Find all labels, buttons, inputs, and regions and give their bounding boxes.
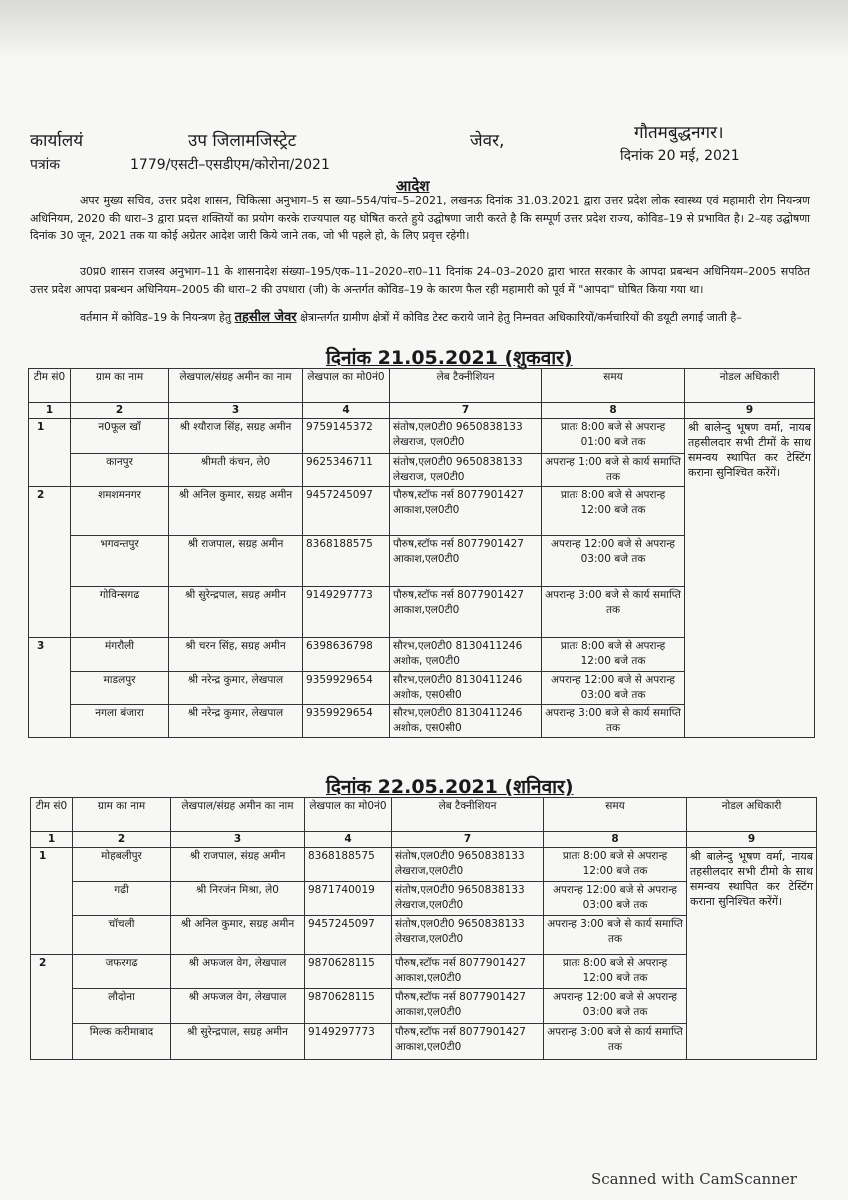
- column-header-lab: लेब टैक्नीशियन: [392, 798, 544, 832]
- lekhpal-cell: श्री चरन सिंह, सग्रह अमीन: [169, 638, 303, 672]
- lekhpal-cell: श्री अनिल कुमार, सग्रह अमीन: [169, 487, 303, 536]
- column-number: 9: [685, 403, 815, 419]
- column-header-time: समय: [542, 369, 685, 403]
- lab-cell: पौरुष,स्टॉफ नर्स 8077901427 आकाश,एल0टी0: [390, 487, 542, 536]
- mobile-cell: 6398636798: [303, 638, 390, 672]
- mobile-cell: 9359929654: [303, 672, 390, 705]
- column-header-lekhpal: लेखपाल/संग्रह अमीन का नाम: [169, 369, 303, 403]
- lekhpal-cell: श्री अनिल कुमार, सग्रह अमीन: [171, 916, 305, 955]
- village-cell: भगवन्तपुर: [71, 536, 169, 587]
- mobile-cell: 9759145372: [303, 419, 390, 454]
- time-cell: अपरान्ह 12:00 बजे से अपरान्ह 03:00 बजे तक: [544, 882, 687, 916]
- village-cell: चॉचली: [73, 916, 171, 955]
- column-header-nodal: नोडल अधिकारी: [687, 798, 817, 832]
- lab-cell: संतोष,एल0टी0 9650838133 लेखराज, एल0टी0: [390, 454, 542, 487]
- column-number: 2: [73, 832, 171, 848]
- column-header-time: समय: [544, 798, 687, 832]
- village-cell: गोविन्सगढ: [71, 587, 169, 638]
- village-cell: जफरगढ: [73, 955, 171, 989]
- day1-schedule-table: [28, 368, 815, 738]
- scanner-watermark: Scanned with CamScanner: [591, 1170, 797, 1188]
- time-cell: अपरान्ह 12:00 बजे से अपरान्ह 03:00 बजे तक: [542, 536, 685, 587]
- lab-cell: संतोष,एल0टी0 9650838133 लेखराज, एल0टी0: [390, 419, 542, 454]
- paragraph-2: उ0प्र0 शासन राजस्व अनुभाग–11 के शासनादेश संख्या–195/एक–11–2020–रा0–11 दिनांक 24–03–2020 द्वारा भारत सरकार के आपदा प्रबन्धन अधिनियम–2005 सपठित उत्तर प्रदेश आपदा प्रबन्धन अधिनियम–2005 की धारा–2 की उपधारा (जी) के अन्तर्गत कोविड–19 के कारण फैल रही महामारी को पूर्व में "आपदा" घोषित किया गया था।: [30, 265, 810, 296]
- team-number: 2: [31, 955, 73, 1060]
- time-cell: अपरान्ह 3:00 बजे से कार्य समाप्ति तक: [542, 705, 685, 738]
- lekhpal-cell: श्री राजपाल, सग्रह अमीन: [169, 536, 303, 587]
- lab-cell: पौरुष,स्टॉफ नर्स 8077901427 आकाश,एल0टी0: [390, 536, 542, 587]
- header-row: [29, 369, 815, 403]
- column-header-team: टीम सं0: [31, 798, 73, 832]
- column-header-lab: लेब टैक्नीशियन: [390, 369, 542, 403]
- time-cell: अपरान्ह 12:00 बजे से अपरान्ह 03:00 बजे तक: [542, 672, 685, 705]
- tehsil-highlight: तहसील जेवर: [234, 310, 297, 325]
- time-cell: प्रातः 8:00 बजे से अपरान्ह 12:00 बजे तक: [544, 848, 687, 882]
- paragraph-3-end: क्षेत्रान्तर्गत ग्रामीण क्षेत्रों में कोविड टेस्ट कराये जाने हेतु निम्नवत अधिकारियों/कर्मचारियों की डयूटी लगाई जाती है–: [300, 311, 742, 324]
- paragraph-1: अपर मुख्य सचिव, उत्तर प्रदेश शासन, चिकित्सा अनुभाग–5 स ख्या–554/पांच–5–2021, लखनऊ दिनांक 31.03.2021 द्वारा उत्तर प्रदेश लोक स्वास्थ्य एवं महामारी रोग नियन्त्रण अधिनियम, 2020 की धारा–3 द्वारा प्रदत्त शक्तियों का प्रयोग करके राज्यपाल यह घोषित करते हुये उद्घोषणा जारी करते है कि सम्पूर्ण उत्तर प्रदेश राज्य, कोविड–19 से प्रभावित है। 2–यह उद्घोषणा दिनांक 30 जून, 2021 तक या कोई अग्रेतर आदेश जारी किये जाने तक, जो भी पहले हो, के लिए प्रवृत्त रहेगी।: [30, 194, 810, 242]
- column-header-nodal: नोडल अधिकारी: [685, 369, 815, 403]
- mobile-cell: 9870628115: [305, 989, 392, 1024]
- village-cell: न0फूल खाँ: [71, 419, 169, 454]
- lekhpal-cell: श्री निरजंन मिश्रा, ले0: [171, 882, 305, 916]
- mobile-cell: 9149297773: [303, 587, 390, 638]
- team-number: 2: [29, 487, 71, 638]
- time-cell: अपरान्ह 1:00 बजे से कार्य समाप्ति तक: [542, 454, 685, 487]
- column-number: 7: [392, 832, 544, 848]
- lab-cell: संतोष,एल0टी0 9650838133 लेखराज,एल0टी0: [392, 882, 544, 916]
- village-cell: मिल्क करीमाबाद: [73, 1024, 171, 1060]
- column-number-row: [29, 403, 815, 419]
- column-number-row: [31, 832, 817, 848]
- tehsil-name: जेवर,: [470, 131, 505, 151]
- column-number: 8: [544, 832, 687, 848]
- column-number: 3: [171, 832, 305, 848]
- lab-cell: पौरुष,स्टॉफ नर्स 8077901427 आकाश,एल0टी0: [390, 587, 542, 638]
- mobile-cell: 8368188575: [305, 848, 392, 882]
- order-title: आदेश: [396, 177, 430, 195]
- time-cell: प्रातः 8:00 बजे से अपरान्ह 12:00 बजे तक: [542, 638, 685, 672]
- mobile-cell: 9870628115: [305, 955, 392, 989]
- letter-label: पत्रांक: [30, 157, 61, 173]
- time-cell: अपरान्ह 3:00 बजे से कार्य समाप्ति तक: [542, 587, 685, 638]
- column-header-lekhpal: लेखपाल/संग्रह अमीन का नाम: [171, 798, 305, 832]
- time-cell: प्रातः 8:00 बजे से अपरान्ह 12:00 बजे तक: [542, 487, 685, 536]
- header-row: [31, 798, 817, 832]
- column-number: 4: [305, 832, 392, 848]
- letter-date: दिनांक 20 मई, 2021: [620, 148, 740, 164]
- lekhpal-cell: श्री राजपाल, संग्रह अमीन: [171, 848, 305, 882]
- team-number: 1: [31, 848, 73, 955]
- column-number: 7: [390, 403, 542, 419]
- lekhpal-cell: श्री सुरेन्द्रपाल, सग्रह अमीन: [169, 587, 303, 638]
- district-name: गौतमबुद्धनगर।: [634, 123, 724, 143]
- time-cell: अपरान्ह 3:00 बजे से कार्य समाप्ति तक: [544, 1024, 687, 1060]
- column-header-team: टीम सं0: [29, 369, 71, 403]
- mobile-cell: 9625346711: [303, 454, 390, 487]
- time-cell: अपरान्ह 3:00 बजे से कार्य समाप्ति तक: [544, 916, 687, 955]
- mobile-cell: 9149297773: [305, 1024, 392, 1060]
- column-header-village: ग्राम का नाम: [73, 798, 171, 832]
- team-number: 1: [29, 419, 71, 487]
- lekhpal-cell: श्री नरेन्द्र कुमार, लेखपाल: [169, 705, 303, 738]
- lab-cell: सौरभ,एल0टी0 8130411246 अशोक, एस0सी0: [390, 705, 542, 738]
- time-cell: अपरान्ह 12:00 बजे से अपरान्ह 03:00 बजे तक: [544, 989, 687, 1024]
- lab-cell: पौरुष,स्टॉफ नर्स 8077901427 आकाश,एल0टी0: [392, 1024, 544, 1060]
- lekhpal-cell: श्रीमती कंचन, ले0: [169, 454, 303, 487]
- village-cell: नगला बंजारा: [71, 705, 169, 738]
- lekhpal-cell: श्री नरेन्द्र कुमार, लेखपाल: [169, 672, 303, 705]
- village-cell: लौदोना: [73, 989, 171, 1024]
- mobile-cell: 9871740019: [305, 882, 392, 916]
- column-number: 2: [71, 403, 169, 419]
- village-cell: मंगरौली: [71, 638, 169, 672]
- village-cell: माडलपुर: [71, 672, 169, 705]
- mobile-cell: 9359929654: [303, 705, 390, 738]
- column-number: 1: [31, 832, 73, 848]
- paragraph-3-start: वर्तमान में कोविड–19 के नियन्त्रण हेतु: [80, 311, 232, 324]
- time-cell: प्रातः 8:00 बजे से अपरान्ह 12:00 बजे तक: [544, 955, 687, 989]
- day2-title: दिनांक 22.05.2021 (शनिवार): [326, 776, 574, 798]
- mobile-cell: 9457245097: [305, 916, 392, 955]
- day2-schedule-table: [30, 797, 817, 1060]
- column-header-mobile: लेखपाल का मो0नं0: [305, 798, 392, 832]
- lab-cell: सौरभ,एल0टी0 8130411246 अशोक, एल0टी0: [390, 638, 542, 672]
- column-number: 3: [169, 403, 303, 419]
- column-header-mobile: लेखपाल का मो0नं0: [303, 369, 390, 403]
- column-number: 8: [542, 403, 685, 419]
- time-cell: प्रातः 8:00 बजे से अपरान्ह 01:00 बजे तक: [542, 419, 685, 454]
- day1-title: दिनांक 21.05.2021 (शुकवार): [326, 347, 573, 369]
- lekhpal-cell: श्री श्यौराज सिंह, सग्रह अमीन: [169, 419, 303, 454]
- nodal-officer-cell: श्री बालेन्दु भूषण वर्मा, नायब तहसीलदार सभी टीमों के साथ समन्वय स्थापित कर टेस्टिंग कराना सुनिश्चित करेंगें।: [685, 419, 815, 738]
- column-number: 9: [687, 832, 817, 848]
- lab-cell: पौरुष,स्टॉफ नर्स 8077901427 आकाश,एल0टी0: [392, 989, 544, 1024]
- team-number: 3: [29, 638, 71, 738]
- office-name: उप जिलामजिस्ट्रेट: [188, 131, 297, 151]
- mobile-cell: 8368188575: [303, 536, 390, 587]
- column-number: 1: [29, 403, 71, 419]
- village-cell: शमशमनगर: [71, 487, 169, 536]
- letter-number: 1779/एसटी–एसडीएम/कोरोना/2021: [130, 157, 330, 173]
- nodal-officer-cell: श्री बालेन्दु भूषण वर्मा, नायब तहसीलदार सभी टीमो के साथ समन्वय स्थापित कर टेस्टिंग कराना सुनिश्चित करेंगें।: [687, 848, 817, 1060]
- scan-shadow: [0, 0, 848, 60]
- mobile-cell: 9457245097: [303, 487, 390, 536]
- lab-cell: संतोष,एल0टी0 9650838133 लेखराज,एल0टी0: [392, 848, 544, 882]
- table-row: [29, 419, 815, 454]
- column-header-village: ग्राम का नाम: [71, 369, 169, 403]
- village-cell: कानपुर: [71, 454, 169, 487]
- lekhpal-cell: श्री अफजल वेग, लेखपाल: [171, 989, 305, 1024]
- lab-cell: पौरुष,स्टॉफ नर्स 8077901427 आकाश,एल0टी0: [392, 955, 544, 989]
- table-row: [31, 848, 817, 882]
- lekhpal-cell: श्री सुरेन्द्रपाल, सग्रह अमीन: [171, 1024, 305, 1060]
- lab-cell: संतोष,एल0टी0 9650838133 लेखराज,एल0टी0: [392, 916, 544, 955]
- lekhpal-cell: श्री अफजल वेग, लेखपाल: [171, 955, 305, 989]
- paragraph-3: [30, 309, 810, 327]
- village-cell: गढी: [73, 882, 171, 916]
- village-cell: मोहबलीपुर: [73, 848, 171, 882]
- column-number: 4: [303, 403, 390, 419]
- office-label: कार्यालयं: [30, 131, 84, 151]
- lab-cell: सौरभ,एल0टी0 8130411246 अशोक, एस0सी0: [390, 672, 542, 705]
